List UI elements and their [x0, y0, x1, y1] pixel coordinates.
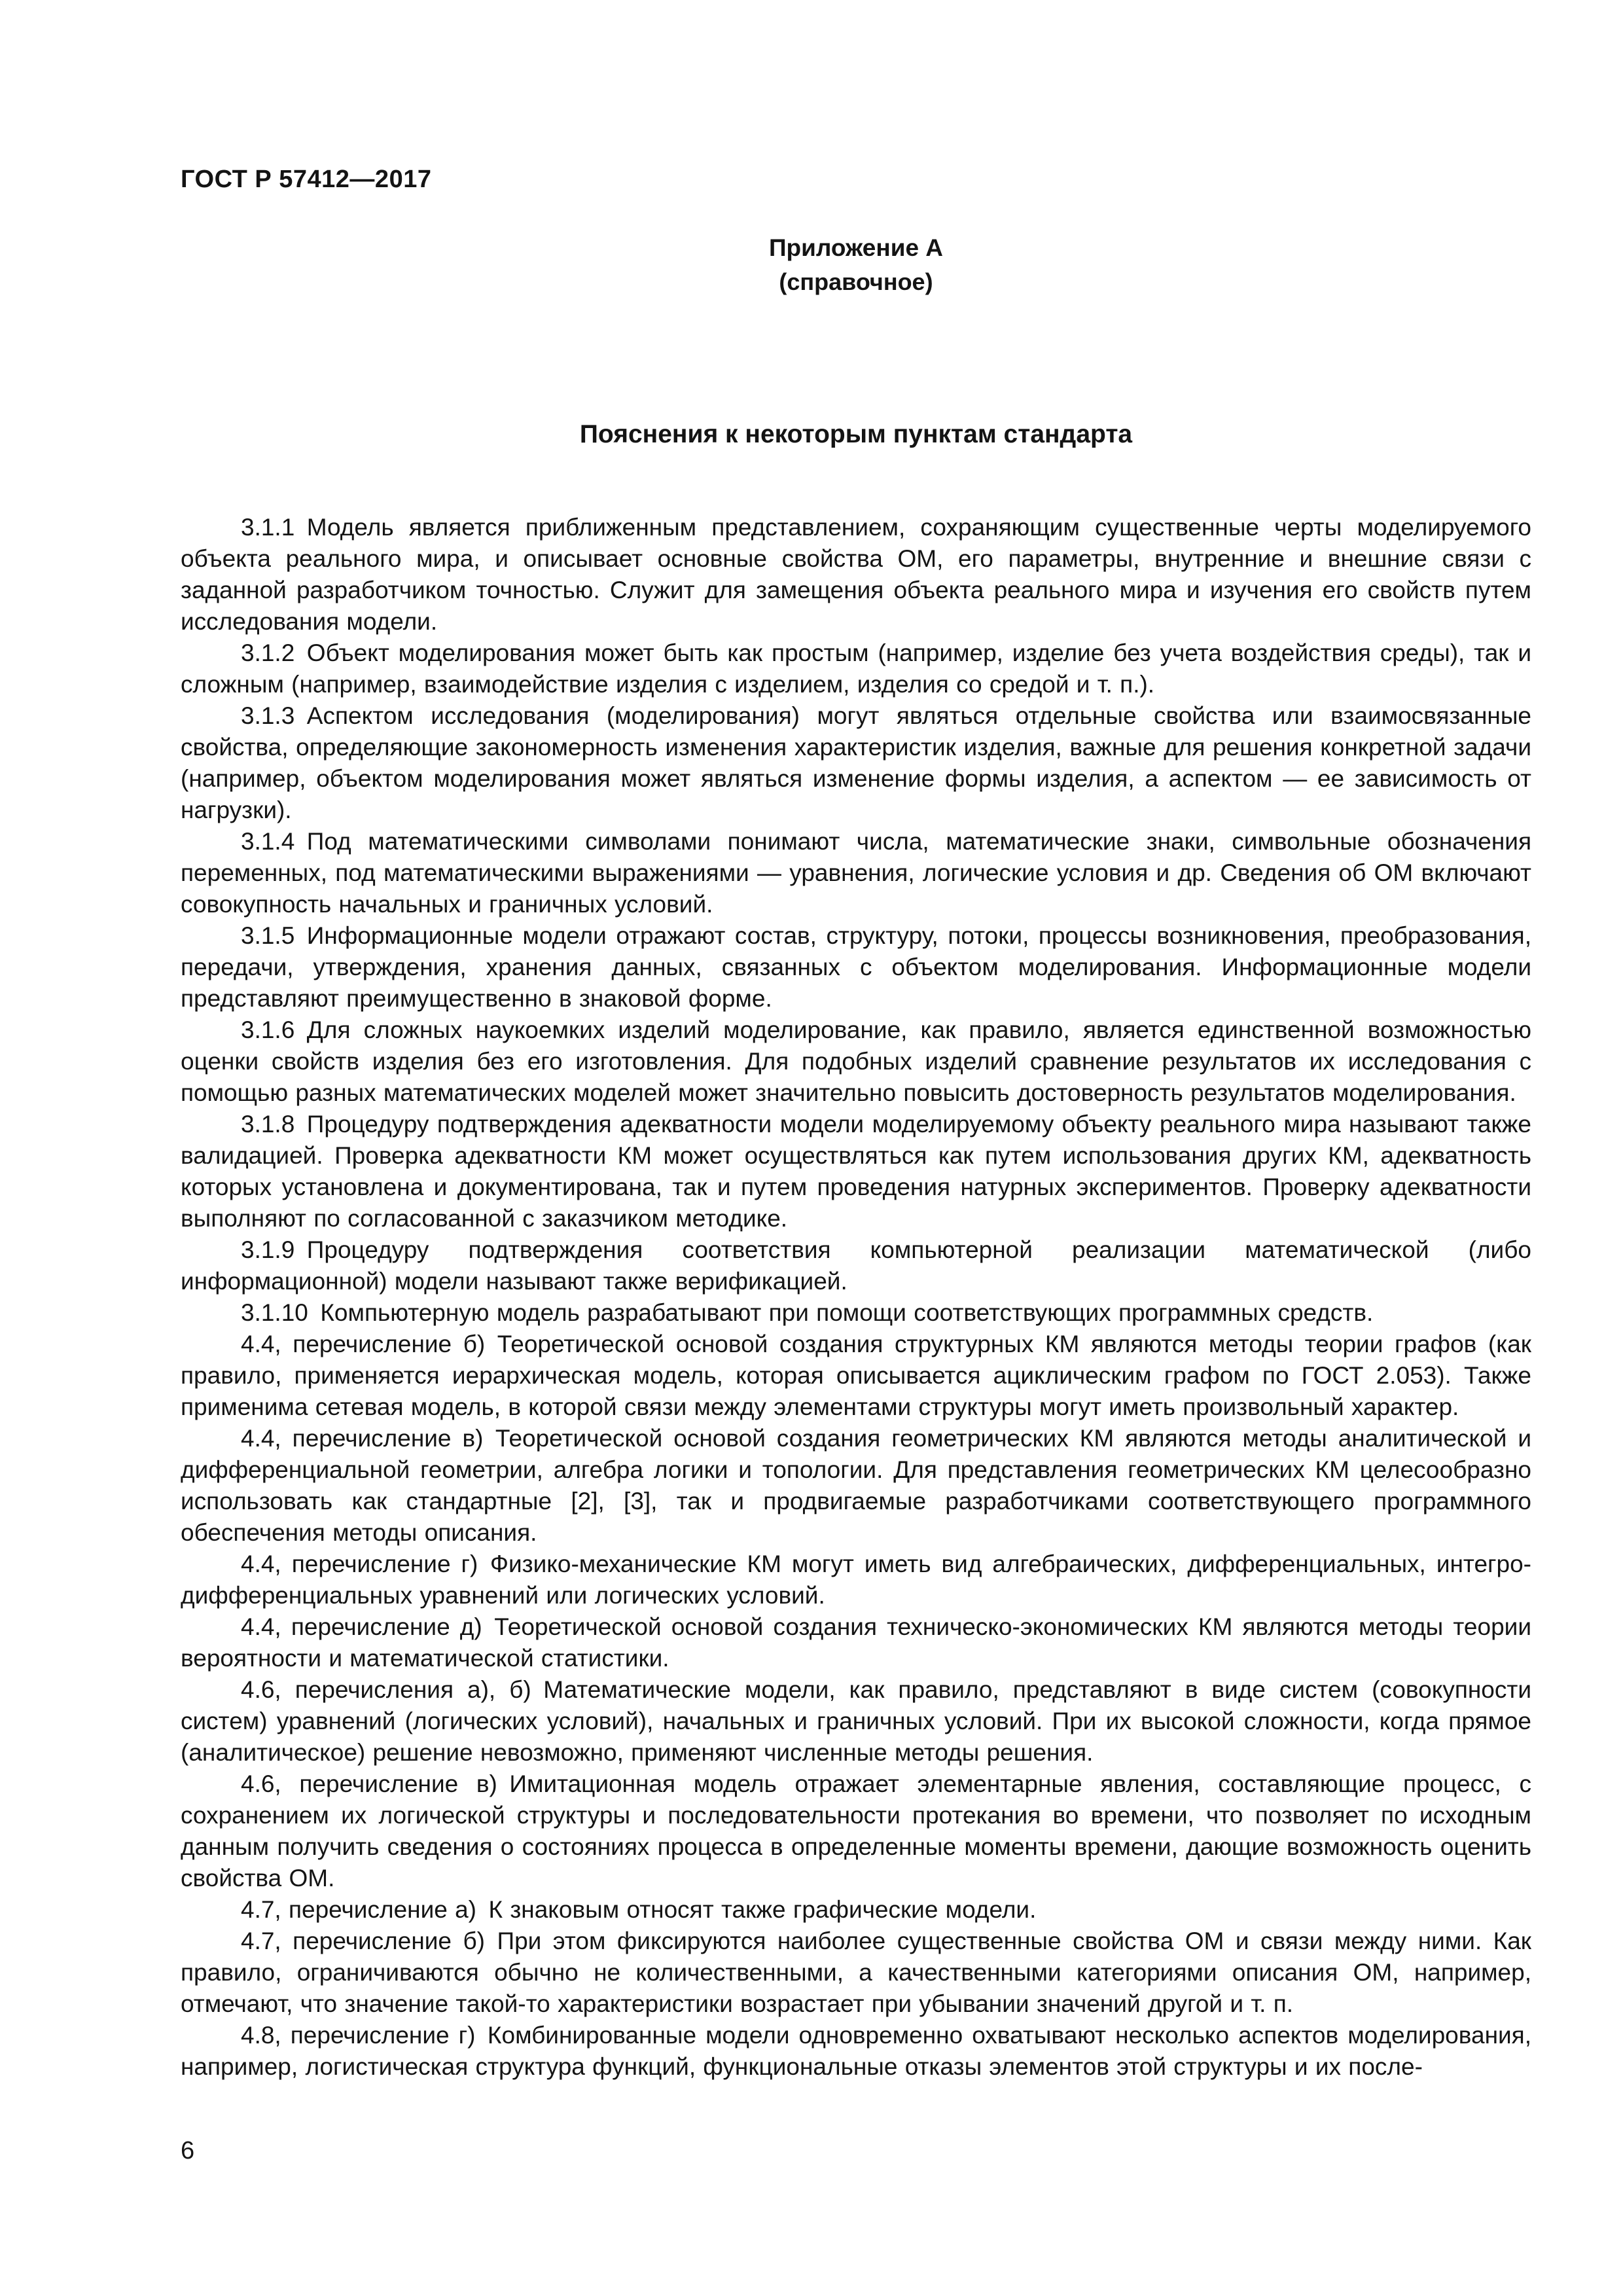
- doc-number: ГОСТ Р 57412—2017: [181, 166, 432, 193]
- paragraph: 4.4, перечисление д) Теоретической основой создания техническо-экономических КМ являются методы теории вероятности и математической статистики.: [181, 1613, 1531, 1672]
- paragraph: 4.4, перечисление г) Физико-механические КМ могут иметь вид алгебраических, дифференциальных, интегро-дифференциальных уравнений или логических условий.: [181, 1551, 1531, 1609]
- paragraph: 4.6, перечисления а), б) Математические модели, как правило, представляют в виде систем (совокупности систем) уравнений (логических условий), начальных и граничных условий. При их высокой сложности, когда прямое (аналитическое) решение невозможно, применяют численные методы решения.: [181, 1676, 1531, 1766]
- paragraph: 3.1.6 Для сложных наукоемких изделий моделирование, как правило, является единственной возможностью оценки свойств изделия без его изготовления. Для подобных изделий сравнение результатов их исследования с помощью разных математических моделей может значительно повысить достоверность результатов моделирования.: [181, 1016, 1531, 1106]
- paragraph: 3.1.4 Под математическими символами понимают числа, математические знаки, символьные обозначения переменных, под математическими выражениями — уравнения, логические условия и др. Сведения об ОМ включают совокупность начальных и граничных условий.: [181, 828, 1531, 918]
- paragraphs: [181, 512, 1531, 2083]
- paragraph: 4.4, перечисление в) Теоретической основой создания геометрических КМ являются методы аналитической и дифференциальной геометрии, алгебра логики и топологии. Для представления геометрических КМ целесообразно использовать как стандартные [2], [3], так и продвигаемые разработчиками соответствующего программного обеспечения методы описания.: [181, 1425, 1531, 1546]
- section-title: Пояснения к некоторым пунктам стандарта: [579, 420, 1133, 448]
- paragraph: 3.1.2 Объект моделирования может быть как простым (например, изделие без учета воздействия среды), так и сложным (например, взаимодействие изделия с изделием, изделия со средой и т. п.).: [181, 639, 1531, 698]
- paragraph: 4.6, перечисление в) Имитационная модель отражает элементарные явления, составляющие процесс, с сохранением их логической структуры и последовательности протекания во времени, что позволяет по исходным данным получить сведения о состояниях процесса в определенные моменты времени, дающие возможность оценить свойства ОМ.: [181, 1770, 1531, 1892]
- page-number: 6: [181, 2137, 195, 2164]
- paragraph: 3.1.8 Процедуру подтверждения адекватности модели моделируемому объекту реального мира называют также валидацией. Проверка адекватности КМ может осуществляться как путем использования других КМ, адекватность которых установлена и документирована, так и путем проведения натурных экспериментов. Проверку адекватности выполняют по согласованной с заказчиком методике.: [181, 1111, 1531, 1232]
- paragraph: 4.8, перечисление г) Комбинированные модели одновременно охватывают несколько аспектов моделирования, например, логистическая структура функций, функциональные отказы элементов этой структуры и их после-: [181, 2022, 1531, 2080]
- appendix-title: Приложение А: [768, 234, 944, 261]
- paragraph: 3.1.1 Модель является приближенным представлением, сохраняющим существенные черты моделируемого объекта реального мира, и описывает основные свойства ОМ, его параметры, внутренние и внешние связи с заданной разработчиком точностью. Служит для замещения объекта реального мира и изучения его свойств путем исследования модели.: [181, 514, 1531, 635]
- paragraph: 3.1.5 Информационные модели отражают состав, структуру, потоки, процессы возникновения, преобразования, передачи, утверждения, хранения данных, связанных с объектом моделирования. Информационные модели представляют преимущественно в знаковой форме.: [181, 922, 1531, 1012]
- paragraph: 3.1.9 Процедуру подтверждения соответствия компьютерной реализации математической (либо информационной) модели называют также верификацией.: [181, 1236, 1531, 1295]
- paragraph: 3.1.10 Компьютерную модель разрабатывают при помощи соответствующих программных средств.: [241, 1299, 1374, 1326]
- paragraph: 4.7, перечисление а) К знаковым относят также графические модели.: [241, 1896, 1037, 1923]
- paragraph: 4.7, перечисление б) При этом фиксируются наиболее существенные свойства ОМ и связи между ними. Как правило, ограничиваются обычно не количественными, а качественными категориями описания ОМ, например, отмечают, что значение такой-то характеристики возрастает при убывании значений другой и т. п.: [181, 1928, 1531, 2017]
- paragraph: 4.4, перечисление б) Теоретической основой создания структурных КМ являются методы теории графов (как правило, применяется иерархическая модель, которая описывается ациклическим графом по ГОСТ 2.053). Также применима сетевая модель, в которой связи между элементами структуры могут иметь произвольный характер.: [181, 1331, 1531, 1420]
- paragraph: 3.1.3 Аспектом исследования (моделирования) могут являться отдельные свойства или взаимосвязанные свойства, определяющие закономерность изменения характеристик изделия, важные для решения конкретной задачи (например, объектом моделирования может являться изменение формы изделия, а аспектом — ее зависимость от нагрузки).: [181, 702, 1531, 823]
- appendix-kind-label: (справочное): [779, 268, 933, 295]
